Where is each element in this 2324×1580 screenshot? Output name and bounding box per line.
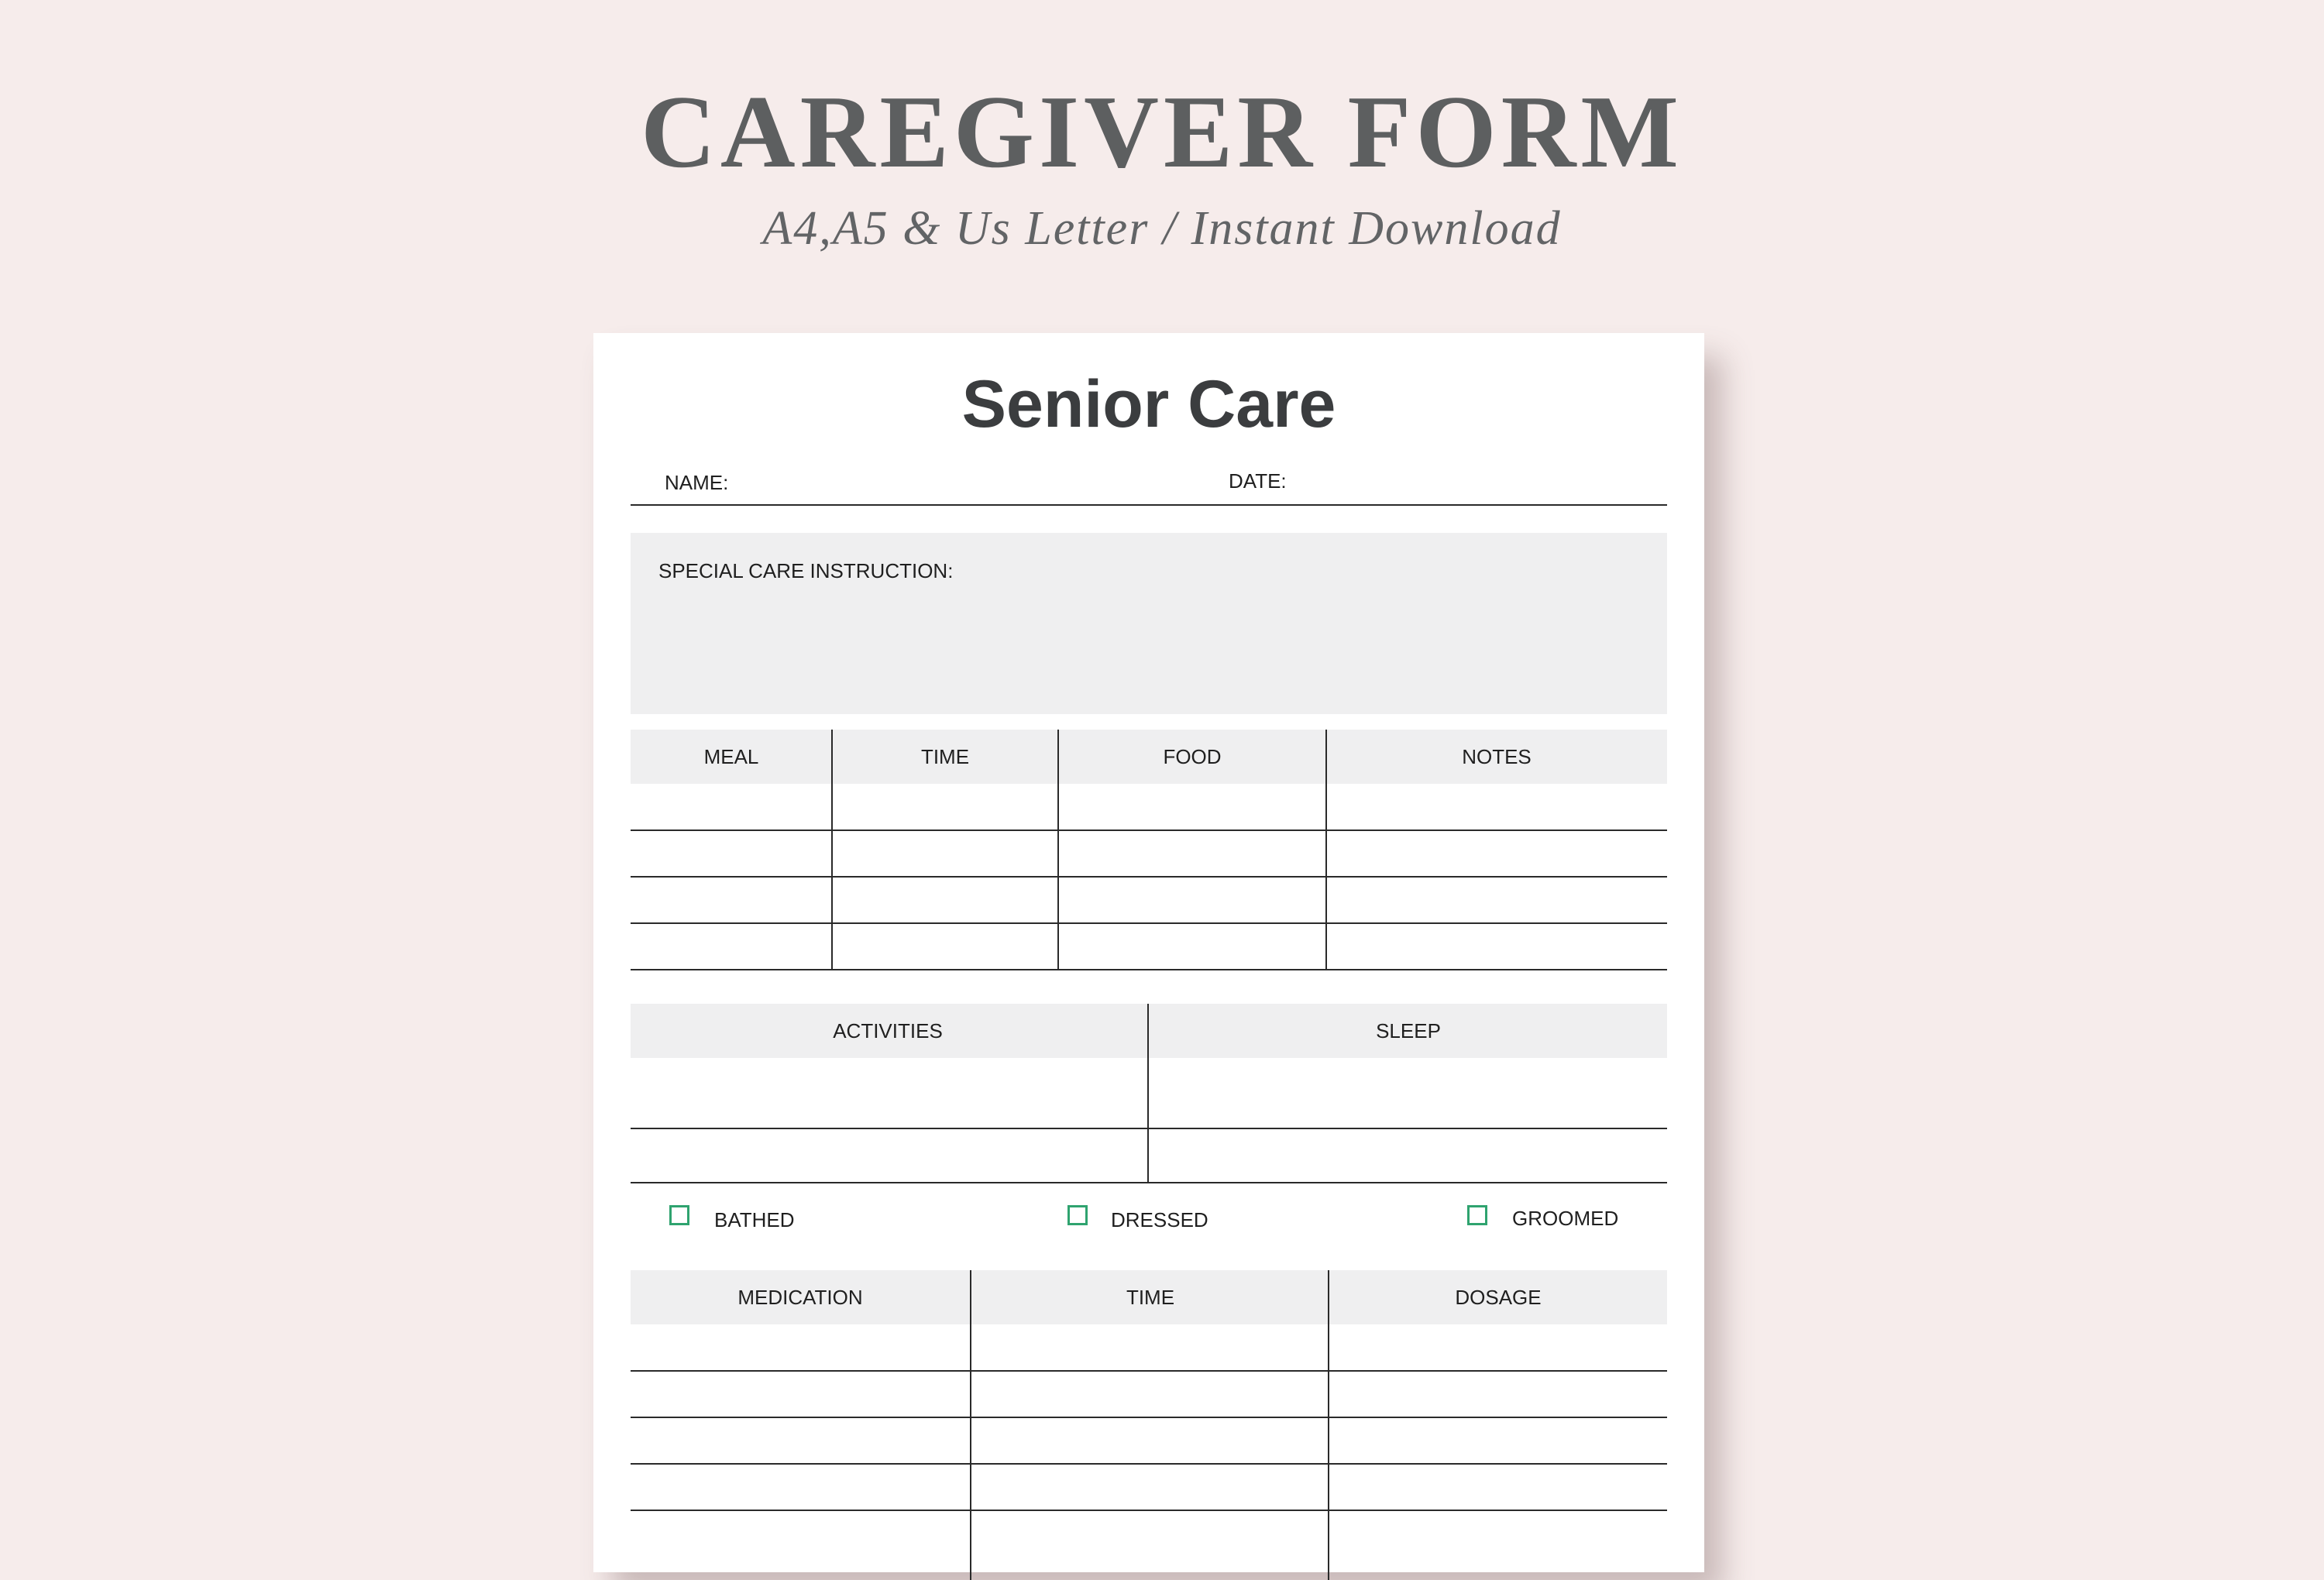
meal-row-line xyxy=(631,969,1667,970)
form-sheet xyxy=(593,333,1704,1572)
meal-row-line xyxy=(631,922,1667,924)
activities-row-line xyxy=(631,1182,1667,1183)
special-care-label: SPECIAL CARE INSTRUCTION: xyxy=(658,559,954,582)
medication-col-divider xyxy=(970,1270,971,1580)
dressed-label: DRESSED xyxy=(1111,1208,1208,1231)
dosage-header: DOSAGE xyxy=(1455,1286,1542,1309)
medication-time-header: TIME xyxy=(1126,1286,1175,1309)
food-header: FOOD xyxy=(1163,745,1222,768)
activities-header: ACTIVITIES xyxy=(833,1019,943,1042)
dressed-checkbox[interactable] xyxy=(1067,1205,1088,1225)
notes-header: NOTES xyxy=(1462,745,1532,768)
banner-subtitle: A4,A5 & Us Letter / Instant Download xyxy=(762,202,1562,255)
meal-row-line xyxy=(631,830,1667,831)
sleep-header: SLEEP xyxy=(1376,1019,1441,1042)
groomed-label: GROOMED xyxy=(1512,1207,1619,1230)
medication-row-line xyxy=(631,1510,1667,1511)
medication-header: MEDICATION xyxy=(737,1286,863,1309)
medication-col-divider xyxy=(1328,1270,1329,1580)
activities-col-divider xyxy=(1147,1004,1149,1183)
activities-row-line xyxy=(631,1128,1667,1129)
date-field[interactable] xyxy=(1291,465,1616,496)
bathed-label: BATHED xyxy=(714,1208,795,1231)
meal-time-header: TIME xyxy=(920,745,970,768)
name-field[interactable] xyxy=(717,465,1198,496)
medication-row-line xyxy=(631,1370,1667,1372)
meal-header: MEAL xyxy=(703,745,759,768)
meal-col-divider xyxy=(831,730,833,970)
meal-col-divider xyxy=(1057,730,1059,970)
name-label: NAME: xyxy=(665,471,729,494)
date-label: DATE: xyxy=(1229,469,1287,493)
medication-row-line xyxy=(631,1463,1667,1465)
bathed-checkbox[interactable] xyxy=(669,1205,689,1225)
meal-col-divider xyxy=(1325,730,1327,970)
form-title: Senior Care xyxy=(961,367,1336,441)
meal-row-line xyxy=(631,876,1667,878)
medication-row-line xyxy=(631,1417,1667,1418)
name-date-underline xyxy=(631,504,1667,506)
banner-title: CAREGIVER FORM xyxy=(641,74,1683,189)
groomed-checkbox[interactable] xyxy=(1467,1205,1487,1225)
